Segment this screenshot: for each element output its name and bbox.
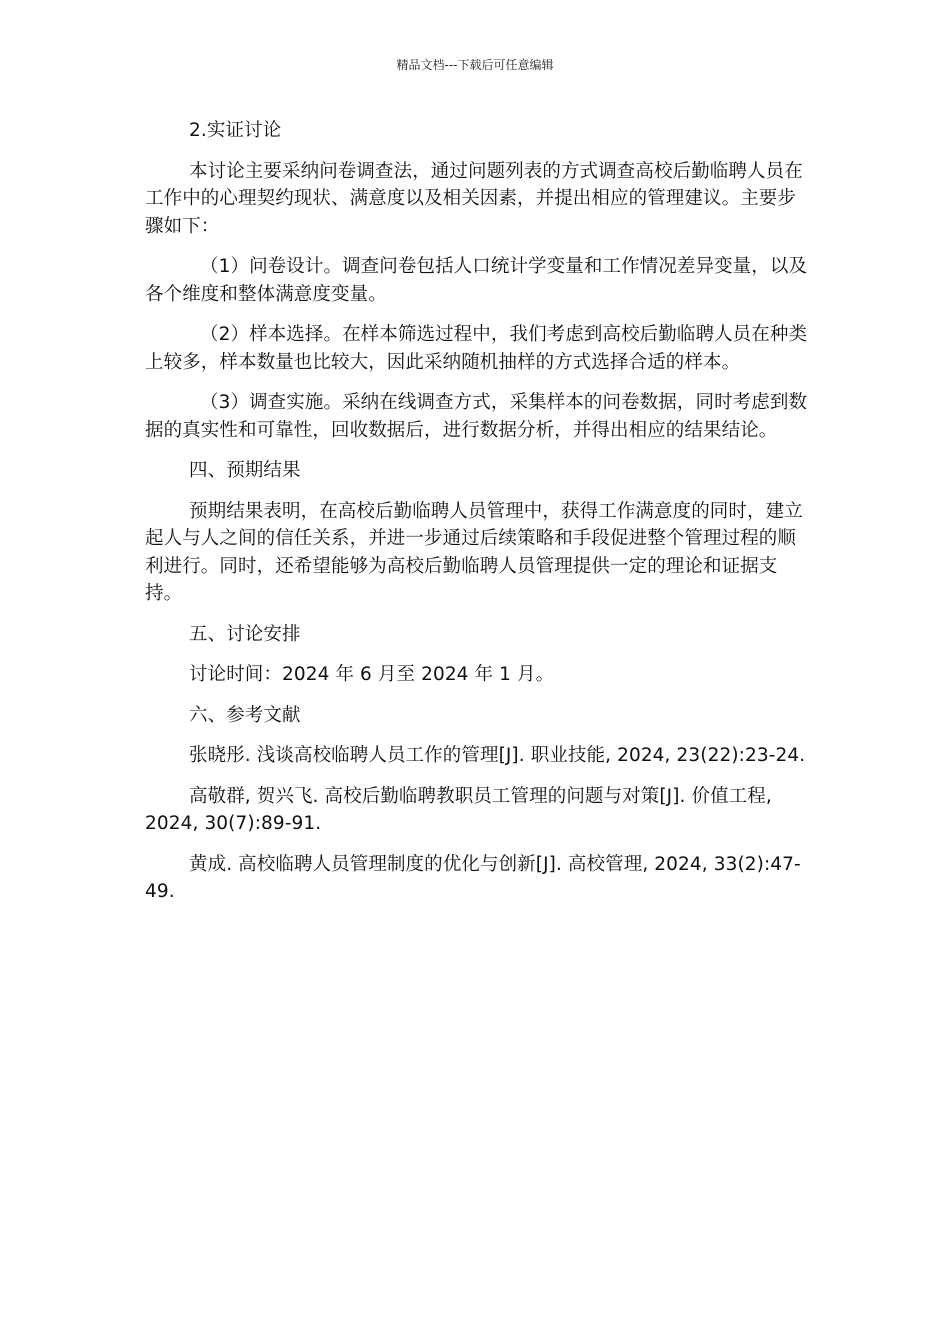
paragraph-expected-results: 预期结果表明，在高校后勤临聘人员管理中，获得工作满意度的同时，建立起人与人之间的信任关系，并进一步通过后续策略和手段促进整个管理过程的顺利进行。同时，还希望能够为高校后勤临聘人员管理提供一定的理论和证据支持。: [145, 500, 803, 604]
section-heading-expected-results: 四、预期结果: [189, 460, 301, 481]
reference-item: 高敬群, 贺兴飞. 高校后勤临聘教职员工管理的问题与对策[J]. 价值工程, 2024, 30(7):89-91.: [145, 785, 772, 834]
reference-item: 张晓彤. 浅谈高校临聘人员工作的管理[J]. 职业技能, 2024, 23(22):23-24.: [189, 745, 806, 766]
section-heading-schedule: 五、讨论安排: [189, 623, 301, 645]
list-item-questionnaire-design: （1）问卷设计。调查问卷包括人口统计学变量和工作情况差异变量，以及各个维度和整体满意度变量。: [145, 256, 808, 305]
header-watermark: 精品文档---下载后可任意编辑: [396, 58, 554, 72]
section-heading-empirical: 2.实证讨论: [189, 120, 282, 141]
paragraph-method-intro: 本讨论主要采纳问卷调查法，通过问题列表的方式调查高校后勤临聘人员在工作中的心理契约现状、满意度以及相关因素，并提出相应的管理建议。主要步骤如下：: [145, 160, 803, 237]
list-item-survey-implementation: （3）调查实施。采纳在线调查方式，采集样本的问卷数据，同时考虑到数据的真实性和可靠性，回收数据后，进行数据分析，并得出相应的结果结论。: [145, 392, 808, 441]
paragraph-schedule: 讨论时间：2024 年 6 月至 2024 年 1 月。: [189, 664, 555, 685]
reference-item: 黄成. 高校临聘人员管理制度的优化与创新[J]. 高校管理, 2024, 33(2):47-49.: [145, 853, 801, 902]
list-item-sample-selection: （2）样本选择。在样本筛选过程中，我们考虑到高校后勤临聘人员在种类上较多，样本数量也比较大，因此采纳随机抽样的方式选择合适的样本。: [145, 324, 808, 373]
document-body: [145, 117, 810, 919]
section-heading-references: 六、参考文献: [189, 704, 301, 726]
